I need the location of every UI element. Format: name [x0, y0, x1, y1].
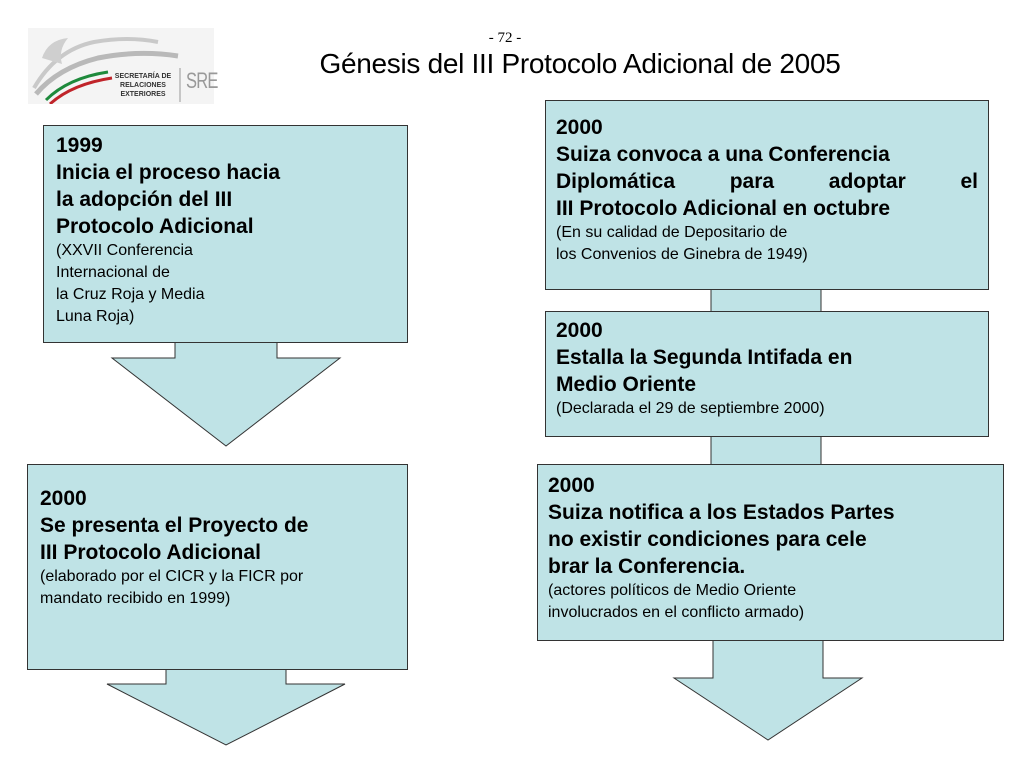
box-heading: Estalla la Segunda Intifada en: [556, 346, 853, 369]
logo-abbr: SRE: [186, 68, 218, 93]
box-heading: la adopción del III: [56, 188, 233, 211]
connector-1: [711, 288, 821, 313]
box-note: involucrados en el conflicto armado): [548, 604, 805, 621]
timeline-box-2000-proyecto: [27, 464, 408, 670]
arrow-down-1: [112, 340, 340, 446]
arrow-down-3: [674, 639, 862, 740]
timeline-box-2000-notifica: [537, 464, 1004, 641]
box-note: (En su calidad de Depositario de: [556, 224, 788, 241]
box-heading: no existir condiciones para cele: [548, 528, 867, 551]
box-heading: Se presenta el Proyecto de: [40, 514, 309, 537]
logo-line: EXTERIORES: [120, 91, 166, 98]
box-note: los Convenios de Ginebra de 1949): [556, 246, 808, 263]
box-heading: III Protocolo Adicional en octubre: [556, 197, 891, 220]
timeline-box-1999: [43, 125, 408, 343]
box-note: (elaborado por el CICR y la FICR por: [40, 568, 304, 585]
timeline-box-2000-intifada: [545, 311, 989, 437]
box-note: mandato recibido en 1999): [40, 590, 231, 607]
box-heading: Medio Oriente: [556, 373, 697, 396]
box-year: 2000: [548, 474, 595, 497]
box-heading: III Protocolo Adicional: [40, 541, 261, 564]
box-year: 2000: [40, 487, 87, 510]
box-note: (Declarada el 29 de septiembre 2000): [556, 400, 825, 417]
page-title: Génesis del III Protocolo Adicional de 2005: [319, 48, 841, 79]
arrow-down-2: [107, 668, 345, 745]
box-note: (XXVII Conferencia: [56, 242, 193, 259]
connector-2: [711, 435, 821, 466]
box-heading: Suiza notifica a los Estados Partes: [548, 501, 895, 524]
box-year: 1999: [56, 134, 103, 157]
timeline-box-2000-conferencia: [545, 100, 989, 290]
box-note: Internacional de: [56, 264, 170, 281]
box-year: 2000: [556, 319, 603, 342]
box-note: la Cruz Roja y Media: [56, 286, 205, 303]
box-heading: Suiza convoca a una Conferencia: [556, 143, 890, 166]
page-number: - 72 -: [488, 30, 522, 46]
box-heading: Diplomática para adoptar el: [556, 170, 978, 193]
box-note: (actores políticos de Medio Oriente: [548, 582, 797, 599]
box-heading: brar la Conferencia.: [548, 555, 746, 578]
logo-line: SECRETARÍA DE: [114, 73, 172, 80]
box-heading: Protocolo Adicional: [56, 215, 254, 238]
box-note: Luna Roja): [56, 308, 135, 325]
logo-line: RELACIONES: [120, 82, 166, 89]
box-year: 2000: [556, 116, 603, 139]
box-heading: Inicia el proceso hacia: [56, 161, 281, 184]
